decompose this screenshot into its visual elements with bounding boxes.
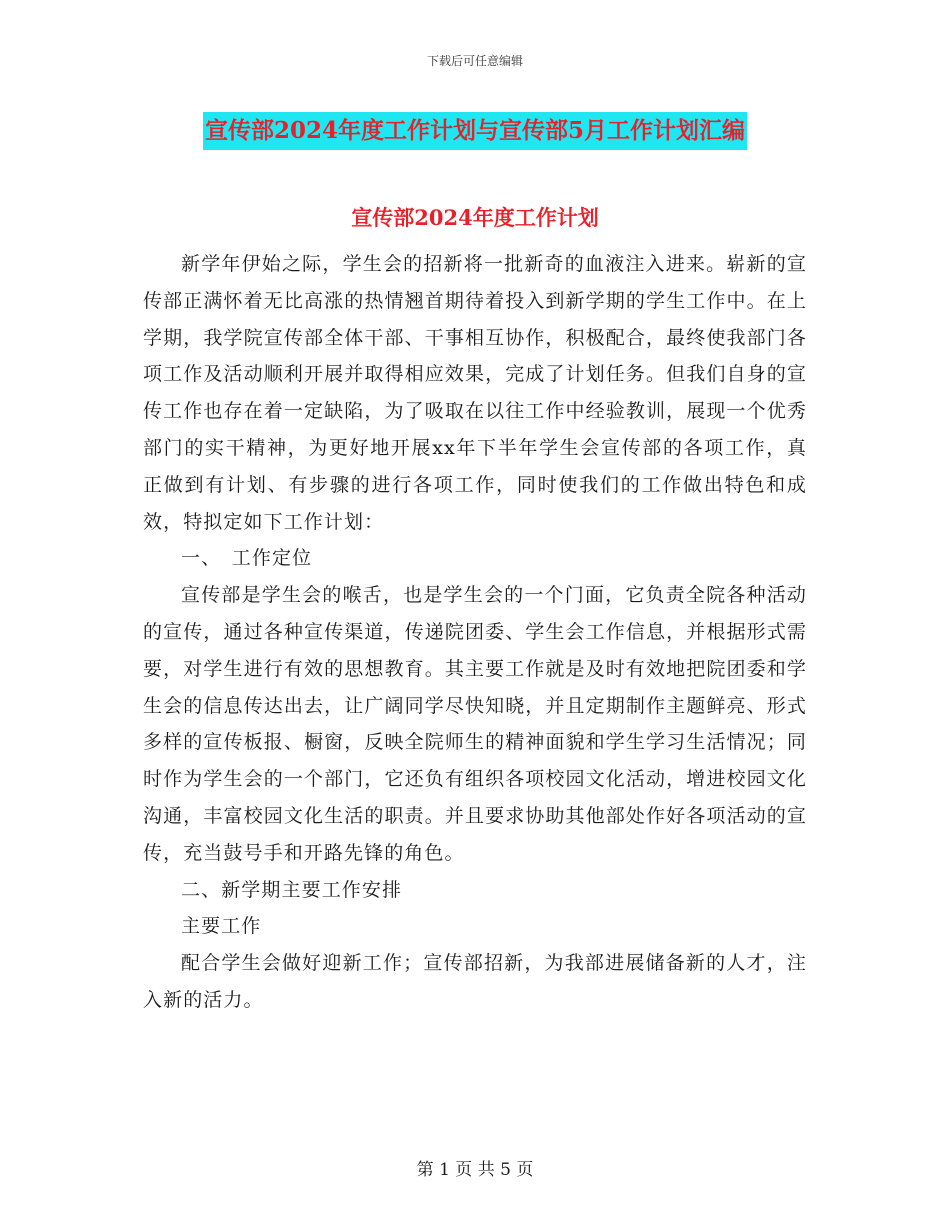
heading-main-arrangements: 二、新学期主要工作安排 bbox=[181, 878, 403, 901]
paragraph-positioning: 宣传部是学生会的喉舌，也是学生会的一个门面，它负责全院各种活动的宣传，通过各种宣传渠道，传递院团委、学生会工作信息，并根据形式需要，对学生进行有效的思想教育。其主要工作就是及时有效地把院团委和学生会的信息传达出去，让广阔同学尽快知晓，并且定期制作主题鲜亮、形式多样的宣传板报、橱窗，反映全院师生的精神面貌和学生学习生活情况；同时作为学生会的一个部门，它还负有组织各项校园文化活动，增进校园文化沟通，丰富校园文化生活的职责。并且要求协助其他部处作好各项活动的宣传，充当鼓号手和开路先锋的角色。 bbox=[143, 584, 807, 864]
heading-work-positioning: 一、 工作定位 bbox=[181, 547, 313, 570]
section-title: 宣传部2024年度工作计划 bbox=[351, 205, 599, 230]
header-note: 下载后可任意编辑 bbox=[426, 54, 523, 68]
subheading-main-work: 主要工作 bbox=[181, 915, 262, 938]
page-number: 第 1 页 共 5 页 bbox=[416, 1160, 534, 1180]
page-footer bbox=[0, 1155, 950, 1180]
main-title-container bbox=[0, 112, 950, 150]
paragraph-intro: 新学年伊始之际，学生会的招新将一批新奇的血液注入进来。崭新的宣传部正满怀着无比高涨的热情翘首期待着投入到新学期的学生工作中。在上学期，我学院宣传部全体干部、干事相互协作，积极配合，最终使我部门各项工作及活动顺利开展并取得相应效果，完成了计划任务。但我们自身的宣传工作也存在着一定缺陷，为了吸取在以往工作中经验教训，展现一个优秀部门的实干精神，为更好地开展xx年下半年学生会宣传部的各项工作，真正做到有计划、有步骤的进行各项工作，同时使我们的工作做出特色和成效，特拟定如下工作计划： bbox=[143, 253, 807, 533]
main-title: 宣传部2024年度工作计划与宣传部5月工作计划汇编 bbox=[203, 112, 747, 150]
document-body bbox=[143, 246, 807, 1019]
paragraph-main-work: 配合学生会做好迎新工作；宣传部招新，为我部进展储备新的人才，注入新的活力。 bbox=[143, 952, 807, 1011]
